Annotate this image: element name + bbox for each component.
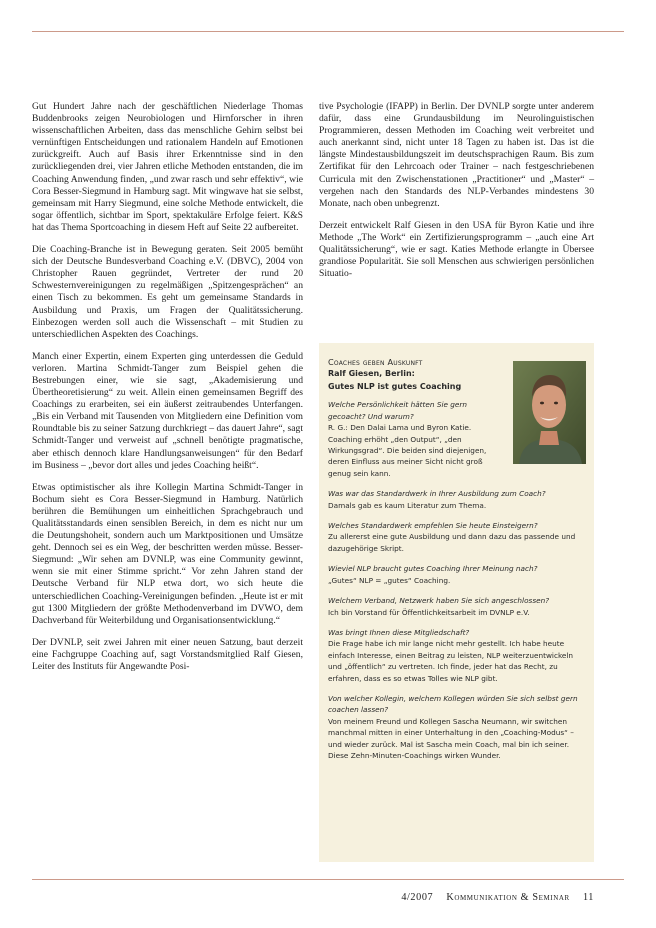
page-footer xyxy=(391,892,594,903)
magazine-title: Kommunikation & Seminar xyxy=(446,892,570,903)
paragraph: Die Coaching-Branche ist in Bewegung geraten. Seit 2005 bemüht sich der Deutsche Bundesverband Coaching e.V. (DBVC), 2004 von Christopher Rauen gegründet, Vertreter der rund 20 Schwesternvereinigungen zu regelmäßigen „Spitzengesprächen“ an einen Tisch zu bekommen. Es geht um gemeinsame Standards in Ausbildung und Praxis, um Fragen der Qualitätssicherung. Einbezogen werden soll auch die Wissenschaft – mit Studien zu unterschiedlichen Aspekten des Coachings. xyxy=(32,244,303,340)
interview-subtitle: Gutes NLP ist gutes Coaching xyxy=(328,381,462,391)
question: Welche Persönlichkeit hätten Sie gern gecoacht? Und warum? xyxy=(328,400,468,421)
right-column xyxy=(319,101,594,290)
answer: Damals gab es kaum Literatur zum Thema. xyxy=(328,500,487,510)
question: Wieviel NLP braucht gutes Coaching Ihrer Meinung nach? xyxy=(328,564,538,574)
question: Von welcher Kollegin, welchem Kollegen würden Sie sich selbst gern coachen lassen? xyxy=(328,693,578,715)
interview-box xyxy=(319,343,594,862)
answer: Die Frage habe ich mir lange nicht mehr gestellt. Ich habe heute einfach Interesse, einen Beitrag zu leisten, NLP weiterzuentwickeln und „öffentlich“ zu vertreten. Ich finde, jeder hat das Recht, zu erfahren, dass es so etwas Tolles wie NLP gibt. xyxy=(328,639,574,683)
answer: Von meinem Freund und Kollegen Sascha Neumann, wir switchen manchmal mitten in einer Unterhaltung in den „Coaching-Modus“ – und wieder zurück. Mal ist Sascha mein Coach, mal bin ich seiner. Diese Zehn-Minuten-Coachings wirken Wunder. xyxy=(328,716,574,760)
bottom-rule xyxy=(32,879,624,880)
answer: Zu allererst eine gute Ausbildung und dann dazu das passende und dazugehörige Skript. xyxy=(328,532,576,553)
page-number: 11 xyxy=(582,892,594,903)
paragraph: tive Psychologie (IFAPP) in Berlin. Der DVNLP sorgte unter anderem dafür, dass eine Grundausbildung im Neurolinguistischen Programmieren, dessen Methoden im Coaching weit verbreitet und auch anerkannt sind, nicht unter 18 Tagen zu haben ist. Das ist die längste Mindestausbildungszeit im deutschsprachigen Raum. Bis zum Zertifikat für den Lehrcoach oder Trainer – nach festgeschriebenen Curricula mit den Zwischenstationen „Practitioner“ und „Master“ – vergehen nach den Standards des NLP-Verbandes mindestens 30 Monate, nach oben unbegrenzt. xyxy=(319,101,594,209)
top-rule xyxy=(32,31,624,32)
issue-number: 4/2007 xyxy=(401,892,434,903)
interviewee-name: Ralf Giesen, Berlin: xyxy=(328,369,415,379)
paragraph: Etwas optimistischer als ihre Kollegin Martina Schmidt-Tanger in Bochum sieht es Cora Besser-Siegmund in Hamburg. Natürlich berühren die Bemühungen um einheitlichen Sprachgebrauch und Qualitätsstandards einen sensiblen Bereich, in dem es nicht nur um die Deutungshoheit, sondern auch um Marktpositionen und Umsätze geht. Dennoch sei es ein Weg, der beschritten werden müsse. Besser-Siegmund: „Wir sehen am DVNLP, was eine Community gewinnt, wenn sie mit einer Stimme spricht.“ Vor zehn Jahren stand der Deutsche Verband für NLP etwa dort, wo sich heute die unterschiedlichen Coaching-Vereinigungen befinden. „Heute ist er mit gut 1300 Mitgliedern der größte Methodenverband im DVWO, dem Dachverband für Weiterbildung und Organisationsentwicklung.“ xyxy=(32,481,303,626)
answer: Ich bin Vorstand für Öffentlichkeitsarbeit im DVNLP e.V. xyxy=(328,607,530,617)
question: Was war das Standardwerk in Ihrer Ausbildung zum Coach? xyxy=(328,489,546,499)
question: Welches Standardwerk empfehlen Sie heute Einsteigern? xyxy=(328,521,538,531)
paragraph: Derzeit entwickelt Ralf Giesen in den USA für Byron Katie und ihre Methode „The Work“ ein Zertifizierungsprogramm – „auch eine Art Qualitätssicherung“, wie er sagt. Katies Methode erlangte in Übersee grandiose Popularität. Sie soll Menschen aus schwierigen persönlichen Situatio- xyxy=(319,219,594,280)
answer: R. G.: Den Dalai Lama und Byron Katie. Coaching erhöht „den Output“, „den Wirkungsgrad“. Die beiden sind diejenigen, deren Einfluss aus meiner Sicht nicht groß genug sein kann. xyxy=(328,423,487,478)
qa-block xyxy=(328,399,494,479)
answer: „Gutes“ NLP = „gutes“ Coaching. xyxy=(328,575,451,585)
portrait-photo xyxy=(513,361,586,464)
left-column xyxy=(32,101,303,683)
paragraph: Manch einer Expertin, einem Experten ging unterdessen die Geduld verloren. Martina Schmidt-Tanger zum Beispiel gehen die Bestrebungen einer, wie sie sagt, „Akademisierung und Übertheoretisierung“ zu weit. Allein einen gemeinsamen Begriff des Coachings zu erarbeiten, sei ein äußerst zeitraubendes Unterfangen. „Bis ein Verband mit Tausenden von Mitgliedern eine Definition vom Roundtable bis zu seiner Satzung durchkriegt – das dauert Jahre“, sagt Schmidt-Tanger und verweist auf „schnell benötigte pragmatische, aber ethisch dennoch klare Handlungsanweisungen“ für den Bedarf im Business – „bevor dort alles und jedes Coaching heißt“. xyxy=(32,350,303,471)
paragraph: Der DVNLP, seit zwei Jahren mit einer neuen Satzung, baut derzeit eine Fachgruppe Coaching auf, sagt Vorstandsmitglied Ralf Giesen, Leiter des Instituts für Angewandte Posi- xyxy=(32,636,303,673)
question: Welchem Verband, Netzwerk haben Sie sich angeschlossen? xyxy=(328,596,550,606)
interview-kicker: Coaches geben Auskunft xyxy=(328,357,423,367)
paragraph: Gut Hundert Jahre nach der geschäftlichen Niederlage Thomas Buddenbrooks zeigen Neurobiologen und Hirnforscher in ihren wissenschaftlichen Arbeiten, dass das menschliche Gehirn selbst bei vernünftigen Entscheidungen und rationalem Handeln auf Emotionen zurückgreift. Auch auf Basis ihrer Erkenntnisse sind in den zurückliegenden drei, vier Jahren etliche Methoden entstanden, die im Coaching Anwendung finden, „und zwar rasch und sehr effektiv“, wie Cora Besser-Siegmund in Hamburg sagt. Mit wingwave hat sie selbst, gemeinsam mit Harry Siegmund, eine solche Methode entwickelt, die sogar öffentlich, sichtbar im Sport, spektakuläre Erfolge feiert. K&S hat das Thema Sportcoaching in diesem Heft auf Seite 22 aufbereitet. xyxy=(32,101,303,233)
question: Was bringt Ihnen diese Mitgliedschaft? xyxy=(328,627,470,637)
